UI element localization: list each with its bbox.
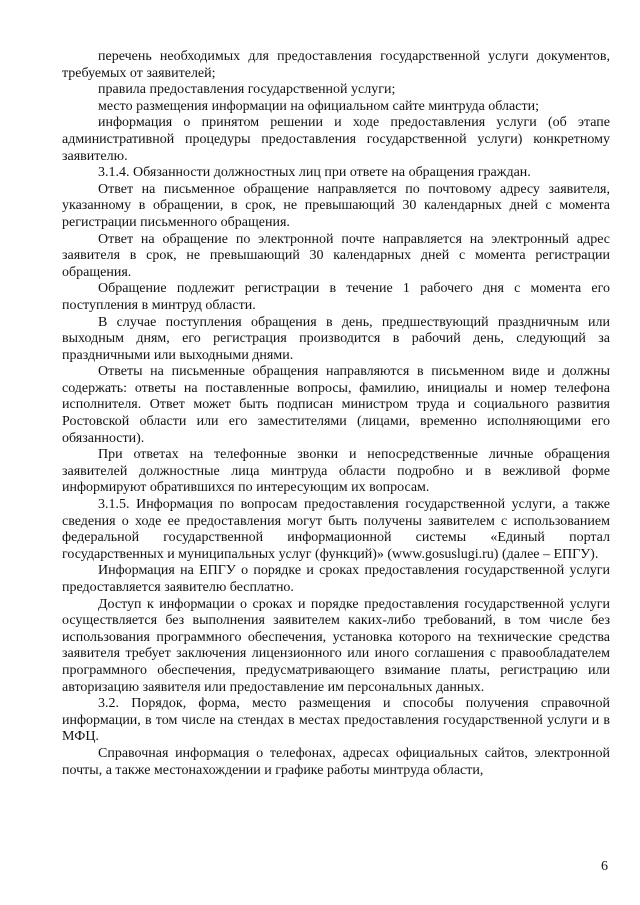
paragraph: Обращение подлежит регистрации в течение 1 рабочего дня с момента его поступления в минтруд области.	[62, 281, 610, 313]
section-heading: 3.2. Порядок, форма, место размещения и способы получения справочной информации, в том числе на стендах в местах предоставления государственной услуги и в МФЦ.	[62, 696, 610, 745]
paragraph: Ответ на письменное обращение направляется по почтовому адресу заявителя, указанному в обращении, в срок, не превышающий 30 календарных дней с момента регистрации письменного обращения.	[62, 181, 610, 230]
section-heading: 3.1.4. Обязанности должностных лиц при ответе на обращения граждан.	[98, 165, 531, 181]
page-number: 6	[601, 859, 608, 874]
paragraph: При ответах на телефонные звонки и непосредственные личные обращения заявителей должностные лица минтруда области подробно и в вежливой форме информируют обратившихся по интересующим их вопросам.	[62, 447, 610, 496]
document-body	[62, 49, 610, 779]
paragraph: Справочная информация о телефонах, адресах официальных сайтов, электронной почты, а также местонахождении и графике работы минтруда области,	[62, 745, 610, 778]
paragraph: перечень необходимых для предоставления государственной услуги документов, требуемых от заявителей;	[62, 49, 610, 81]
paragraph: информация о принятом решении и ходе предоставления услуги (об этапе административной процедуры предоставления государственной услуги) конкретному заявителю.	[62, 115, 610, 164]
section-paragraph: 3.1.5. Информация по вопросам предоставления государственной услуги, а также сведения о ходе ее предоставления могут быть получены заявителем с использованием федеральной государственной информационной системы «Единый портал государственных и муниципальных услуг (функций)» (www.gosuslugi.ru) (далее – ЕПГУ).	[62, 497, 610, 562]
paragraph: Ответы на письменные обращения направляются в письменном виде и должны содержать: ответы на поставленные вопросы, фамилию, инициалы и номер телефона исполнителя. Ответ может быть подписан министром труда и социального развития Ростовской области или его заместителями (лицами, временно исполняющими его обязанности).	[62, 364, 610, 446]
paragraph: Ответ на обращение по электронной почте направляется на электронный адрес заявителя в срок, не превышающий 30 календарных дней с момента регистрации обращения.	[62, 231, 610, 280]
paragraph: место размещения информации на официальном сайте минтруда области;	[98, 98, 539, 114]
paragraph: правила предоставления государственной услуги;	[98, 82, 396, 98]
paragraph: Информация на ЕПГУ о порядке и сроках предоставления государственной услуги предоставляется заявителю бесплатно.	[62, 563, 610, 595]
paragraph: Доступ к информации о сроках и порядке предоставления государственной услуги осуществляется без выполнения заявителем каких-либо требований, в том числе без использования программного обеспечения, установка которого на технические средства заявителя требует заключения лицензионного или иного соглашения с правообладателем программного обеспечения, предусматривающего взимание платы, регистрацию или авторизацию заявителя или предоставление им персональных данных.	[62, 596, 610, 695]
paragraph: В случае поступления обращения в день, предшествующий праздничным или выходным дням, его регистрация производится в рабочий день, следующий за праздничными или выходными днями.	[62, 314, 610, 363]
